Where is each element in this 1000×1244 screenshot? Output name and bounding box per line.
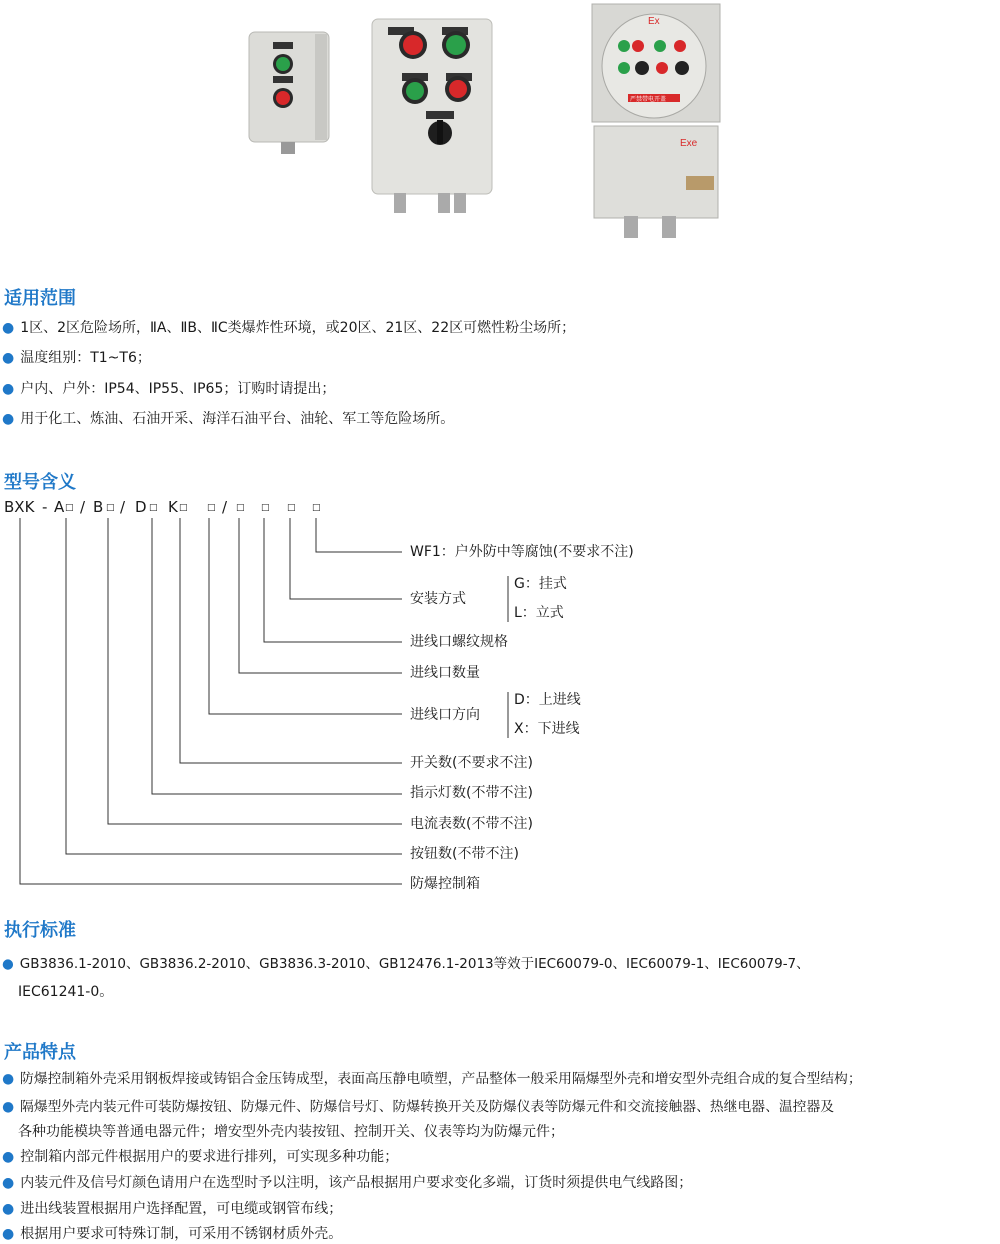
bullet-dot-icon: ●	[2, 1201, 15, 1217]
feature-item: ● 防爆控制箱外壳采用钢板焊接或铸铝合金压铸成型，表面高压静电喷塑，产品整体一般采用隔爆型外壳和增安型外壳组合成的复合型结构；	[2, 1071, 862, 1087]
model-code-box: □	[106, 503, 115, 513]
model-code-box: □	[312, 503, 321, 513]
standard-item-continued: IEC61241-0。	[18, 984, 114, 1000]
model-code-box: □	[207, 503, 216, 513]
ex-mark: Ex	[648, 16, 660, 27]
label-button: 按钮数(不带不注)	[410, 846, 519, 862]
model-code-slash: /	[120, 498, 126, 516]
warning-sign: 严禁带电开盖	[630, 97, 667, 103]
bullet-dot-icon: ●	[2, 320, 15, 336]
bullet-dot-icon: ●	[2, 956, 14, 972]
scope-item: ● 温度组别：T1~T6；	[2, 350, 151, 366]
model-heading: 型号含义	[4, 472, 76, 493]
bullet-dot-icon: ●	[2, 1149, 15, 1165]
bullet-dot-icon: ●	[2, 1099, 15, 1115]
model-code-box: □	[287, 503, 296, 513]
standard-heading: 执行标准	[4, 920, 76, 941]
feature-item: ● 控制箱内部元件根据用户的要求进行排列，可实现多种功能；	[2, 1149, 399, 1165]
model-code-box: □	[261, 503, 270, 513]
model-code-bxk: BXK	[4, 498, 35, 516]
label-inlet-count: 进线口数量	[410, 665, 480, 681]
model-code-d: D	[135, 498, 147, 516]
feature-item: ● 根据用户要求可特殊订制，可采用不锈钢材质外壳。	[2, 1226, 343, 1242]
label-inlet-dir: 进线口方向	[410, 707, 480, 723]
label-thread: 进线口螺纹规格	[410, 634, 508, 650]
features-heading: 产品特点	[4, 1042, 76, 1063]
bullet-dot-icon: ●	[2, 350, 15, 366]
label-dir-d: D：上进线	[514, 692, 581, 708]
model-code-a: A	[54, 498, 65, 516]
bullet-dot-icon: ●	[2, 1226, 15, 1242]
model-code-box: □	[65, 503, 74, 513]
label-indicator: 指示灯数(不带不注)	[410, 785, 533, 801]
scope-item: ● 户内、户外：IP54、IP55、IP65；订购时请提出；	[2, 381, 336, 397]
scope-item: ● 用于化工、炼油、石油开采、海洋石油平台、油轮、军工等危险场所。	[2, 411, 455, 427]
model-code-box: □	[179, 503, 188, 513]
label-wf1: WF1：户外防中等腐蚀(不要求不注)	[410, 544, 634, 560]
label-switch: 开关数(不要求不注)	[410, 755, 533, 771]
label-install: 安装方式	[410, 591, 466, 607]
model-code-k: K	[168, 498, 178, 516]
bullet-dot-icon: ●	[2, 1175, 15, 1191]
exe-mark: Exe	[680, 138, 698, 149]
model-code-box: □	[236, 503, 245, 513]
model-code-box: □	[149, 503, 158, 513]
feature-item: ● 进出线装置根据用户选择配置，可电缆或钢管布线；	[2, 1201, 343, 1217]
model-code-b: B	[93, 498, 104, 516]
feature-item: ● 内装元件及信号灯颜色请用户在选型时予以注明，该产品根据用户要求变化多端，订货时须提供电气线路图；	[2, 1175, 693, 1191]
bullet-dot-icon: ●	[2, 411, 15, 427]
model-code-slash: /	[80, 498, 86, 516]
feature-item-continued: 各种功能模块等普通电器元件；增安型外壳内装按钮、控制开关、仪表等均为防爆元件；	[18, 1124, 564, 1140]
label-ammeter: 电流表数(不带不注)	[410, 816, 533, 832]
feature-item: ● 隔爆型外壳内装元件可装防爆按钮、防爆元件、防爆信号灯、防爆转换开关及防爆仪表等防爆元件和交流接触器、热继电器、温控器及	[2, 1099, 835, 1115]
bullet-dot-icon: ●	[2, 381, 15, 397]
scope-heading: 适用范围	[4, 288, 76, 309]
label-dir-x: X：下进线	[514, 721, 580, 737]
label-install-g: G：挂式	[514, 576, 567, 592]
model-code-slash: /	[222, 498, 228, 516]
standard-item: ● GB3836.1-2010、GB3836.2-2010、GB3836.3-2010、GB12476.1-2013等效于IEC60079-0、IEC60079-1、IEC60079-7、	[2, 956, 810, 972]
bullet-dot-icon: ●	[2, 1071, 15, 1087]
scope-item: ● 1区、2区危险场所，ⅡA、ⅡB、ⅡC类爆炸性环境，或20区、21区、22区可燃性粉尘场所；	[2, 320, 576, 336]
label-box: 防爆控制箱	[410, 876, 480, 892]
label-install-l: L：立式	[514, 605, 564, 621]
model-code-dash: -	[42, 498, 48, 516]
